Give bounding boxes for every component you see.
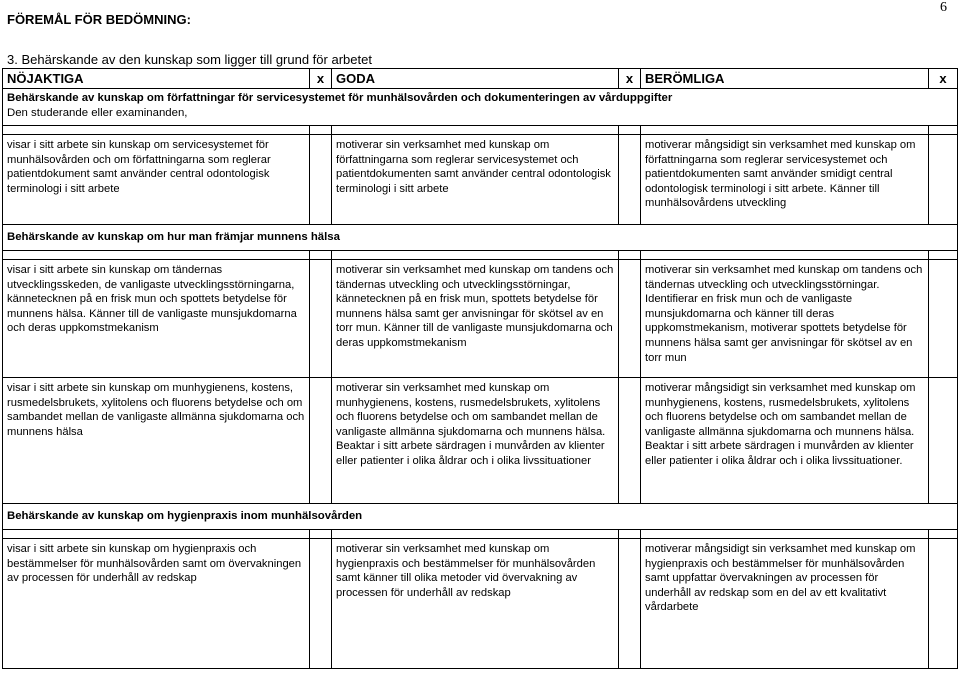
column-header-nojaktiga: NÖJAKTIGA (3, 69, 310, 89)
criterion-heading-4: Behärskande av kunskap om hygienpraxis inom munhälsovården (3, 504, 958, 530)
mark-box[interactable] (929, 539, 958, 669)
mark-box[interactable] (619, 260, 641, 378)
mark-box[interactable] (929, 135, 958, 225)
column-header-row (3, 69, 958, 89)
page-number: 6 (940, 0, 947, 15)
mark-box[interactable] (310, 135, 332, 225)
criterion-2-nojaktiga: visar i sitt arbete sin kunskap om tändernas utvecklingsskeden, de vanligaste utvecklingsstörningarna, kännetecknen på en frisk mun och spottets betydelse för munnens hälsa. Känner till de vanligaste munsjukdomarna och deras uppkomstmekanism (3, 260, 310, 378)
column-header-goda: GODA (332, 69, 619, 89)
criterion-heading-2: Behärskande av kunskap om hur man främjar munnens hälsa (3, 225, 958, 251)
criterion-heading-row (3, 504, 958, 530)
page-header-title: FÖREMÅL FÖR BEDÖMNING: (7, 12, 191, 27)
criterion-1-beromliga: motiverar mångsidigt sin verksamhet med kunskap om författningarna som reglerar servicesystemet och patientdokumenten samt använder smidigt central odontologisk terminologi i sitt arbete. Känner till munhälsovårdens utveckling (641, 135, 929, 225)
column-header-beromliga: BERÖMLIGA (641, 69, 929, 89)
criterion-row (3, 260, 958, 378)
mark-box[interactable] (310, 378, 332, 504)
criterion-3-beromliga: motiverar mångsidigt sin verksamhet med kunskap om munhygienens, kostens, rusmedelsbrukets, xylitolens och fluorens betydelse och om sambandet mellan de vanligaste allmänna sjukdomarna och munnens hälsa. Beaktar i sitt arbete särdragen i munvården av klienter eller patienter i olika åldrar och i olika livssituationer. (641, 378, 929, 504)
intro-subject: Den studerande eller examinanden, (7, 107, 188, 119)
criterion-row (3, 135, 958, 225)
mark-cell-beromliga: x (929, 69, 958, 89)
criterion-1-goda: motiverar sin verksamhet med kunskap om författningarna som reglerar servicesystemet och patientdokumenten samt använder central odontologisk terminologi i sitt arbete (332, 135, 619, 225)
criterion-2-beromliga: motiverar sin verksamhet med kunskap om tandens och tändernas utveckling och utvecklingsstörningar. Identifierar en frisk mun och de vanligaste munsjukdomarna och känner till deras uppkomstmekanism, motiverar spottets betydelse för munnens hälsa samt ger anvisningar för skötsel av en torr mun (641, 260, 929, 378)
criterion-4-beromliga: motiverar mångsidigt sin verksamhet med kunskap om hygienpraxis och bestämmelser för munhälsovården samt uppfattar övervakningen av processen för underhåll av redskap som en del av ett kvalitativt vårdarbete (641, 539, 929, 669)
mark-box[interactable] (929, 378, 958, 504)
criterion-3-nojaktiga: visar i sitt arbete sin kunskap om munhygienens, kostens, rusmedelsbrukets, xylitolens och fluorens betydelse och om sambandet mellan de vanligaste allmänna sjukdomarna och munnens hälsa (3, 378, 310, 504)
mark-box[interactable] (619, 378, 641, 504)
mark-box[interactable] (619, 135, 641, 225)
mark-cell-goda: x (619, 69, 641, 89)
section-title: 3. Behärskande av den kunskap som ligger till grund för arbetet (7, 52, 372, 67)
mark-box[interactable] (619, 539, 641, 669)
criterion-heading-row (3, 225, 958, 251)
criterion-4-nojaktiga: visar i sitt arbete sin kunskap om hygienpraxis och bestämmelser för munhälsovården samt om övervakningen av processen för underhåll av redskap (3, 539, 310, 669)
criterion-3-goda: motiverar sin verksamhet med kunskap om munhygienens, kostens, rusmedelsbrukets, xylitolens och fluorens betydelse och om sambandet mellan de vanligaste allmänna sjukdomarna och munnens hälsa. Beaktar i sitt arbete särdragen i munvården av klienter eller patienter i olika åldrar och i olika livssituationer (332, 378, 619, 504)
mark-box[interactable] (929, 260, 958, 378)
criterion-heading-1: Behärskande av kunskap om författningar för servicesystemet för munhälsovården och dokumenteringen av vårduppgifter (7, 92, 673, 104)
criterion-row (3, 378, 958, 504)
criterion-2-goda: motiverar sin verksamhet med kunskap om tandens och tändernas utveckling och utvecklingsstörningar, kännetecknen på en frisk mun, spottets betydelse för munnens hälsa samt ger anvisningar för skötsel av en torr mun. Känner till de vanligaste munsjukdomarna och deras uppkomstmekanism (332, 260, 619, 378)
criterion-1-nojaktiga: visar i sitt arbete sin kunskap om servicesystemet för munhälsovården och om författningarna som reglerar patientdokument samt använder central odontologisk terminologi i sitt arbete (3, 135, 310, 225)
assessment-table (2, 68, 958, 669)
mark-cell-nojaktiga: x (310, 69, 332, 89)
intro-row (3, 89, 958, 126)
criterion-row (3, 539, 958, 669)
criterion-4-goda: motiverar sin verksamhet med kunskap om hygienpraxis och bestämmelser för munhälsovården samt känner till olika metoder vid övervakning av processen för underhåll av redskap (332, 539, 619, 669)
mark-box[interactable] (310, 260, 332, 378)
mark-box[interactable] (310, 539, 332, 669)
